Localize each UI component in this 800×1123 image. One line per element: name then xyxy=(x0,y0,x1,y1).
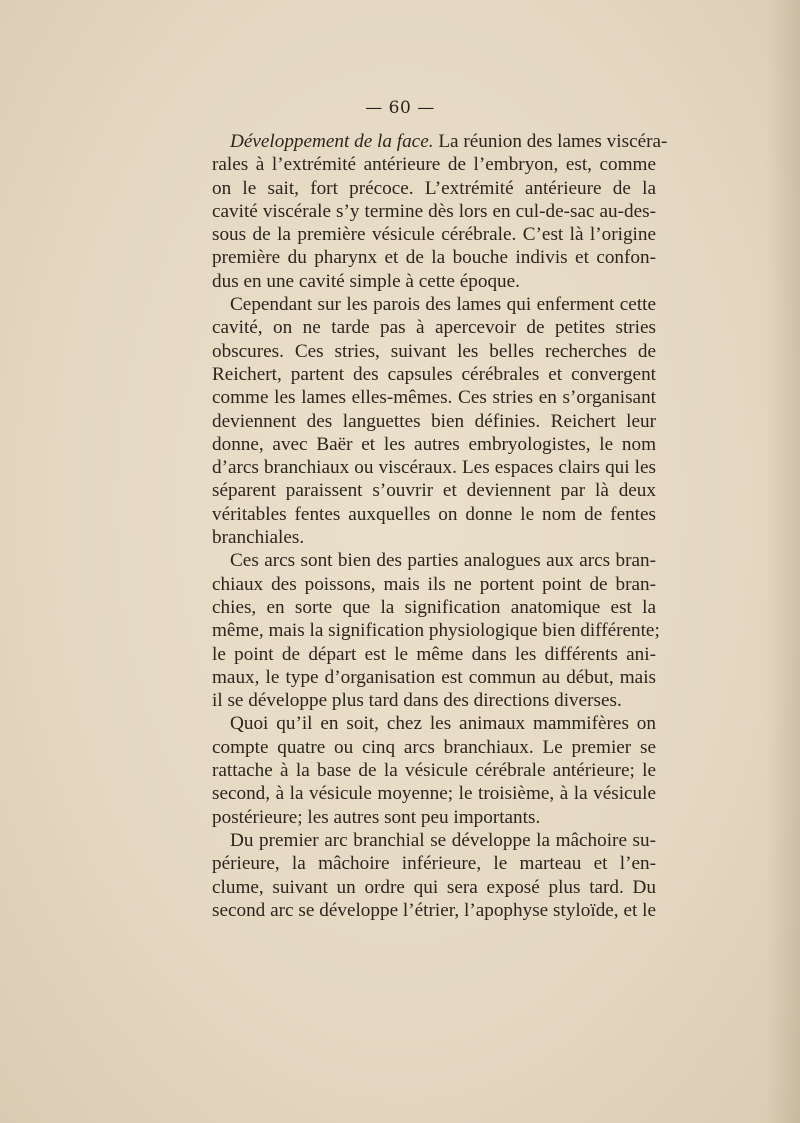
text-line: compte quatre ou cinq arcs branchiaux. Le premier se xyxy=(212,736,656,758)
text-line: séparent paraissent s’ouvrir et deviennent par là deux xyxy=(212,480,656,502)
text-line: rales à l’extrémité antérieure de l’embryon, est, comme xyxy=(212,154,656,176)
text-line: véritables fentes auxquelles on donne le nom de fentes xyxy=(212,503,656,525)
text-line: chies, en sorte que la signification anatomique est la xyxy=(212,596,656,618)
body-text xyxy=(212,130,668,922)
text-line: sous de la première vésicule cérébrale. C’est là l’origine xyxy=(212,224,656,246)
text-line: Cependant sur les parois des lames qui enferment cette xyxy=(230,294,656,316)
text-line: clume, suivant un ordre qui sera exposé plus tard. Du xyxy=(212,876,656,898)
text-line: branchiales. xyxy=(212,527,305,549)
text-line: première du pharynx et de la bouche indivis et confon- xyxy=(212,247,656,269)
paragraph-1 xyxy=(212,130,668,293)
text-line: on le sait, fort précoce. L’extrémité antérieure de la xyxy=(212,177,656,199)
text-line: deviennent des languettes bien définies. Reichert leur xyxy=(212,410,656,432)
paragraph-3 xyxy=(212,549,660,712)
text-line: périeure, la mâchoire inférieure, le marteau et l’en- xyxy=(212,853,656,875)
page-edge-shadow xyxy=(766,0,800,1123)
text-line: donne, avec Baër et les autres embryologistes, le nom xyxy=(212,433,656,455)
section-heading: Développement de la face. xyxy=(230,131,434,152)
text-line: rattache à la base de la vésicule cérébrale antérieure; le xyxy=(212,760,656,782)
text-line: second, à la vésicule moyenne; le troisième, à la vésicule xyxy=(212,783,656,805)
text-line: Reichert, partent des capsules cérébrales et convergent xyxy=(212,363,656,385)
text-line: cavité viscérale s’y termine dès lors en cul-de-sac au-des- xyxy=(212,200,656,222)
text-line: postérieure; les autres sont peu importants. xyxy=(212,806,541,828)
paragraph-2 xyxy=(212,293,656,549)
text-line: second arc se développe l’étrier, l’apophyse styloïde, et le xyxy=(212,899,656,921)
text-line: Du premier arc branchial se développe la mâchoire su- xyxy=(230,829,656,851)
paragraph-4 xyxy=(212,712,656,828)
text-line xyxy=(212,130,668,153)
text-line: cavité, on ne tarde pas à apercevoir de petites stries xyxy=(212,317,656,339)
text-line: maux, le type d’organisation est commun au début, mais xyxy=(212,666,656,688)
text-line: comme les lames elles-mêmes. Ces stries en s’organisant xyxy=(212,387,656,409)
text-line: dus en une cavité simple à cette époque. xyxy=(212,270,520,292)
text-line: Ces arcs sont bien des parties analogues aux arcs bran- xyxy=(230,550,656,572)
text-line: d’arcs branchiaux ou viscéraux. Les espaces clairs qui les xyxy=(212,457,656,479)
text-line: le point de départ est le même dans les différents ani- xyxy=(212,643,656,665)
text-line-fragment: La réunion des lames viscéra- xyxy=(433,131,668,152)
text-line: même, mais la signification physiologique bien différente; xyxy=(212,620,660,642)
page-number: — 60 — xyxy=(365,98,435,118)
text-line: chiaux des poissons, mais ils ne portent point de bran- xyxy=(212,573,656,595)
paragraph-5 xyxy=(212,829,656,922)
text-line: il se développe plus tard dans des directions diverses. xyxy=(212,690,622,712)
text-line: Quoi qu’il en soit, chez les animaux mammifères on xyxy=(230,713,656,735)
text-line: obscures. Ces stries, suivant les belles recherches de xyxy=(212,340,656,362)
